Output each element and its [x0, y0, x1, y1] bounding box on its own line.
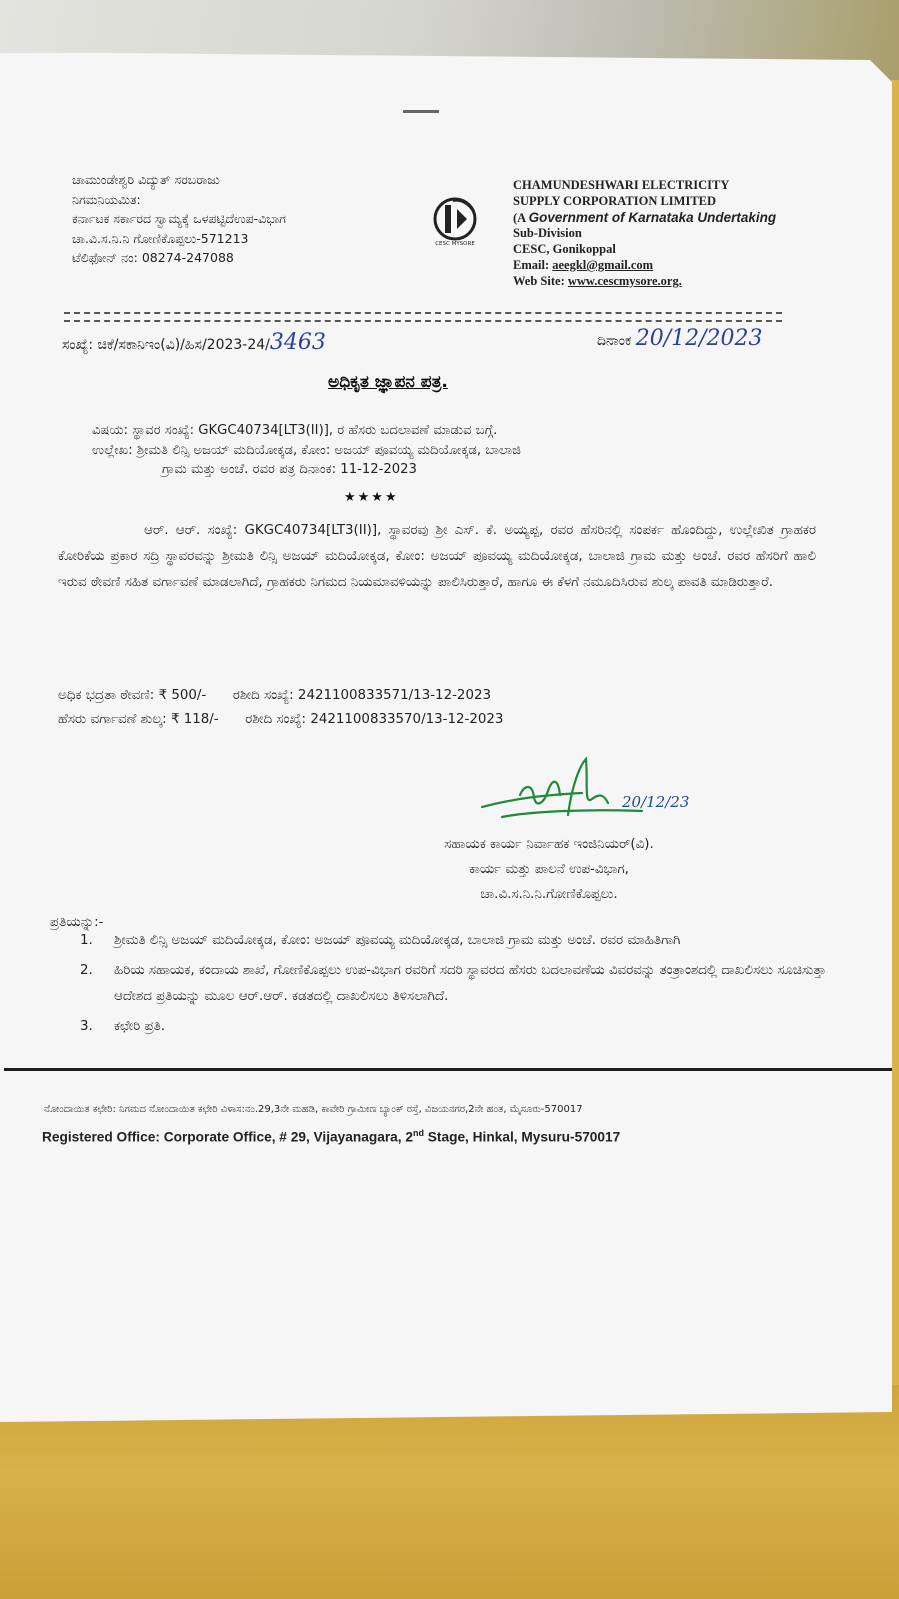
reference-block	[92, 440, 812, 462]
page-top-mark	[403, 110, 439, 113]
body-text: ಆರ್. ಆರ್. ಸಂಖ್ಯೆ: GKGC40734[LT3(II)], ಸ್ಥಾವರವು ಶ್ರೀ ಎಸ್. ಕೆ. ಅಯ್ಯಪ್ಪ, ರವರ ಹೆಸರಿನಲ್ಲಿ ಸಂಪರ್ಕ ಹೊಂದಿದ್ದು, ಉಲ್ಲೇಖಿತ ಗ್ರಾಹಕರ ಕೋರಿಕೆಯ ಪ್ರಕಾರ ಸದ್ರಿ ಸ್ಥಾವರವನ್ನು ಶ್ರೀಮತಿ ಲಿನ್ಸಿ ಅಜಯ್ ಮದಿಯೋಕ್ಕಡ, ಕೋಂ: ಅಜಯ್ ಪೂವಯ್ಯ ಮದಿಯೋಕ್ಕಡ, ಬಾಲಾಜಿ ಗ್ರಾಮ ಮತ್ತು ಅಂಚೆ. ರವರ ಹೆಸರಿಗೆ ಹಾಲಿ ಇರುವ ಠೇವಣಿ ಸಹಿತ ವರ್ಗಾವಣೆ ಮಾಡಲಾಗಿದೆ, ಗ್ರಾಹಕರು ನಿಗಮದ ನಿಯಮಾವಳಿಯನ್ನು ಪಾಲಿಸಿರುತ್ತಾರೆ, ಹಾಗೂ ಈ ಕೆಳಗೆ ನಮೂದಿಸಿರುವ ಶುಲ್ಕ ಪಾವತಿ ಮಾಡಿರುತ್ತಾರೆ.	[58, 523, 816, 590]
designation-line: ಕಾರ್ಯ ಮತ್ತು ಪಾಲನೆ ಉಪ-ವಿಭಾಗ,	[469, 862, 629, 877]
page-title: ಅಧಿಕೃತ ಜ್ಞಾಪನ ಪತ್ರ.	[328, 372, 448, 392]
list-item	[80, 1014, 840, 1040]
company-name-line-1: CHAMUNDESHWARI ELECTRICITY	[513, 178, 730, 192]
cesc-logo-icon	[423, 195, 487, 247]
reference-label: ಸಂಖ್ಯೆ: ಚಿಕೆ/ಸಕಾನಿಇಂ(ವಿ)/ಹಿಸ/2023-24/	[62, 337, 270, 353]
designation-block	[374, 832, 724, 907]
footer-rule	[4, 1068, 892, 1071]
website-label: Web Site:	[513, 273, 568, 288]
stars-divider: ★★★★	[344, 490, 399, 505]
header-separator	[64, 312, 782, 322]
reference-line-2: ಗ್ರಾಮ ಮತ್ತು ಅಂಚೆ. ರವರ ಪತ್ರ ದಿನಾಂಕ: 11-12-2023	[162, 462, 417, 477]
fee-amount: ₹ 500/-	[158, 688, 207, 703]
signature-date: 20/12/23	[622, 793, 690, 811]
gov-prefix: (A	[513, 210, 529, 225]
header-kannada-line: ಚಾಮುಂಡೇಶ್ವರಿ ವಿದ್ಯುತ್ ಸರಬರಾಜು	[72, 172, 220, 187]
receipt-number: 2421100833570/13-12-2023	[310, 712, 504, 727]
fee-label: ಹೆಸರು ವರ್ಗಾವಣೆ ಶುಲ್ಕ:	[58, 712, 167, 727]
logo-caption: CESC MYSORE	[435, 241, 475, 247]
subject-line: ವಿಷಯ: ಸ್ಥಾವರ ಸಂಖ್ಯೆ: GKGC40734[LT3(II)], ರ ಹೆಸರು ಬದಲಾವಣೆ ಮಾಡುವ ಬಗ್ಗೆ.	[92, 423, 498, 438]
list-text: ಶ್ರೀಮತಿ ಲಿನ್ಸಿ ಅಜಯ್ ಮದಿಯೋಕ್ಕಡ, ಕೋಂ: ಅಜಯ್ ಪೂವಯ್ಯ ಮದಿಯೋಕ್ಕಡ, ಬಾಲಾಜಿ ಗ್ರಾಮ ಮತ್ತು ಅಂಚೆ. ರವರ ಮಾಹಿತಿಗಾಗಿ	[114, 933, 681, 948]
footer-english-suffix: Stage, Hinkal, Mysuru-570017	[423, 1129, 621, 1145]
designation-line: ಸಹಾಯಕ ಕಾರ್ಯ ನಿರ್ವಾಹಕ ಇಂಜಿನಿಯರ್(ವಿ).	[444, 837, 654, 852]
website-address: www.cescmysore.org.	[567, 273, 682, 288]
footer-english-sup: nd	[412, 1128, 424, 1138]
header-kannada	[72, 170, 402, 268]
list-text: ಹಿರಿಯ ಸಹಾಯಕ, ಕಂದಾಯ ಶಾಖೆ, ಗೋಣಿಕೊಪ್ಪಲು ಉಪ-ವಿಭಾಗ ರವರಿಗೆ ಸದರಿ ಸ್ಥಾವರದ ಹೆಸರು ಬದಲಾವಣೆಯ ವಿವರವನ್ನು ತಂತ್ರಾಂಶದಲ್ಲಿ ದಾಖಲಿಸಲು ಸೂಚಿಸುತ್ತಾ ಆದೇಶದ ಪ್ರತಿಯನ್ನು ಮೂಲ ಆರ್.ಆರ್. ಕಡತದಲ್ಲಿ ದಾಖಲಿಸಲು ತಿಳಿಸಲಾಗಿದೆ.	[114, 963, 827, 1004]
list-number: 1.	[80, 933, 93, 948]
header-kannada-line: ಟೆಲಿಫೋನ್ ನಂ: 08274-247088	[72, 250, 234, 265]
receipt-label: ರಶೀದಿ ಸಂಖ್ಯೆ:	[245, 712, 307, 727]
fee-row-name-transfer	[58, 712, 503, 727]
date-handwritten: 20/12/2023	[635, 326, 763, 351]
copies-list	[80, 928, 840, 1044]
fee-label: ಅಧಿಕ ಭದ್ರತಾ ಠೇವಣಿ:	[58, 688, 155, 703]
fee-amount: ₹ 118/-	[170, 712, 219, 727]
list-item	[80, 928, 840, 954]
reference-line: ಉಲ್ಲೇಖ: ಶ್ರೀಮತಿ ಲಿನ್ಸಿ ಅಜಯ್ ಮದಿಯೋಕ್ಕಡ, ಕೋಂ: ಅಜಯ್ ಪೂವಯ್ಯ ಮದಿಯೋಕ್ಕಡ, ಬಾಲಾಜಿ	[92, 443, 522, 458]
date-label: ದಿನಾಂಕ	[597, 333, 636, 349]
subject-block	[92, 420, 812, 442]
header-kannada-line: ಕರ್ನಾಟಕ ಸರ್ಕಾರದ ಸ್ವಾಮ್ಯಕ್ಕೆ ಒಳಪಟ್ಟಿದೆಉಪ-ವಿಭಾಗ	[72, 211, 286, 226]
header-english	[513, 178, 843, 290]
sub-division: Sub-Division	[513, 226, 582, 241]
receipt-number: 242110083357​1/13-12-2023	[297, 688, 492, 703]
copies-heading: ಪ್ರತಿಯನ್ನು:-	[50, 915, 104, 930]
footer-kannada: ನೋಂದಾಯಿತ ಕಛೇರಿ: ನಿಗಮದ ನೋಂದಾಯಿತ ಕಛೇರಿ ವಿಳಾಸ:ನಂ.29,3ನೇ ಮಹಡಿ, ಕಾವೇರಿ ಗ್ರಾಮೀಣ ಬ್ಯಾಂಕ್ ರಸ್ತೆ, ವಿಜಯನಗರ,2ನೇ ಹಂತ, ಮೈಸೂರು-570017	[44, 1104, 583, 1115]
receipt-label: ರಶೀದಿ ಸಂಖ್ಯೆ:	[232, 688, 294, 703]
signature	[472, 755, 712, 835]
document-date	[597, 326, 763, 351]
footer-english-prefix: Registered Office: Corporate Office, # 29, Vijayanagara, 2	[42, 1129, 413, 1145]
email-address: aeegkl@gmail.com	[552, 257, 654, 272]
list-number: 3.	[80, 1019, 93, 1034]
reference-number	[62, 330, 326, 355]
email-label: Email:	[513, 257, 553, 272]
list-text: ಕಛೇರಿ ಪ್ರತಿ.	[114, 1019, 166, 1034]
header-kannada-line: ನಿಗಮನಿಯಮಿತ:	[72, 191, 141, 207]
body-paragraph	[58, 518, 816, 596]
designation-line: ಚಾ.ವಿ.ಸ.ನಿ.ನಿ.ಗೋಣಿಕೊಪ್ಪಲು.	[480, 887, 618, 902]
gov-undertaking: Government of Karnataka Undertaking	[528, 209, 777, 225]
company-name-line-2: SUPPLY CORPORATION LIMITED	[513, 193, 717, 208]
fee-row-security-deposit	[58, 688, 491, 703]
footer-english	[42, 1128, 620, 1145]
list-number: 2.	[80, 963, 93, 978]
list-item	[80, 958, 840, 1010]
reference-handwritten-number: 3463	[269, 330, 326, 355]
office-name: CESC, Gonikoppal	[513, 242, 616, 257]
header-kannada-line: ಚಾ.ವಿ.ಸ.ನಿ.ನಿ ಗೋಣಿಕೊಪ್ಪಲು-571213	[72, 230, 249, 246]
